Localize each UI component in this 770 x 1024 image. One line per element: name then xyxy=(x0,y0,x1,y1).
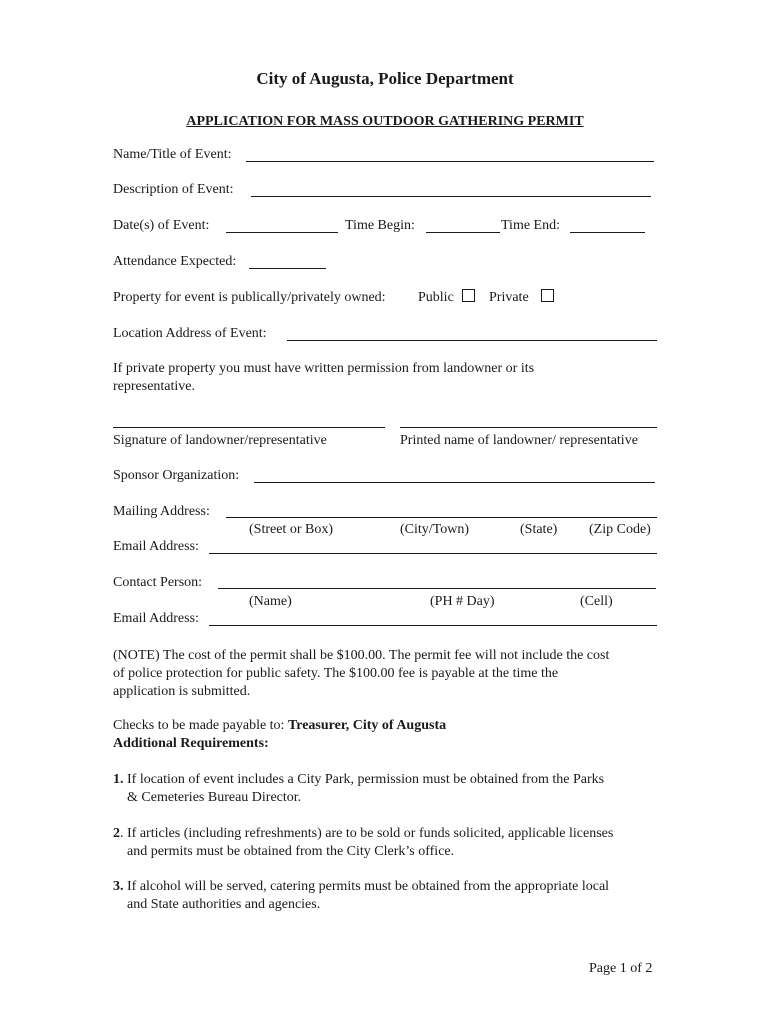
zip-sublabel: (Zip Code) xyxy=(589,522,651,537)
public-option-label: Public xyxy=(418,290,454,305)
ph-day-sublabel: (PH # Day) xyxy=(430,594,495,609)
requirement-number: 2 xyxy=(113,826,120,841)
requirement-text-cont: & Cemeteries Bureau Director. xyxy=(127,790,302,805)
name-sublabel: (Name) xyxy=(249,594,292,609)
note-line3: application is submitted. xyxy=(113,684,251,699)
state-sublabel: (State) xyxy=(520,522,558,537)
payment-info xyxy=(113,717,446,753)
requirement-number: 3. xyxy=(113,879,124,894)
time-end-label: Time End: xyxy=(501,218,560,233)
note-line1: (NOTE) The cost of the permit shall be $100.00. The permit fee will not include the cost xyxy=(113,648,610,663)
email-field[interactable] xyxy=(209,553,657,554)
property-ownership-label: Property for event is publically/privately owned: xyxy=(113,290,386,305)
requirement-text: . If articles (including refreshments) are to be sold or funds solicited, applicable licenses xyxy=(120,826,614,841)
signature-label: Signature of landowner/representative xyxy=(113,433,327,448)
permission-note-line1: If private property you must have written permission from landowner or its xyxy=(113,361,535,376)
requirement-item xyxy=(113,825,613,861)
checks-label: Checks to be made payable to: xyxy=(113,718,285,733)
page-number: Page 1 of 2 xyxy=(589,961,653,976)
city-sublabel: (City/Town) xyxy=(400,522,470,537)
note-line2: of police protection for public safety. The $100.00 fee is payable at the time the xyxy=(113,666,559,681)
event-name-label: Name/Title of Event: xyxy=(113,147,232,162)
signature-field[interactable] xyxy=(113,427,385,428)
time-end-field[interactable] xyxy=(570,232,645,233)
permission-note xyxy=(113,360,534,396)
requirement-text-cont: and permits must be obtained from the City Clerk’s office. xyxy=(127,844,455,859)
printed-name-label: Printed name of landowner/ representative xyxy=(400,433,638,448)
requirement-item xyxy=(113,771,604,807)
form-subtitle: APPLICATION FOR MASS OUTDOOR GATHERING PERMIT xyxy=(186,114,584,129)
street-sublabel: (Street or Box) xyxy=(249,522,333,537)
email-label: Email Address: xyxy=(113,539,199,554)
requirement-text: If alcohol will be served, catering permits must be obtained from the appropriate local xyxy=(127,879,610,894)
page-title: City of Augusta, Police Department xyxy=(256,69,514,88)
public-checkbox[interactable] xyxy=(462,289,475,302)
contact-person-field[interactable] xyxy=(218,588,656,589)
requirement-item xyxy=(113,878,609,914)
time-begin-field[interactable] xyxy=(426,232,500,233)
event-description-field[interactable] xyxy=(251,196,651,197)
attendance-label: Attendance Expected: xyxy=(113,254,237,269)
location-label: Location Address of Event: xyxy=(113,326,267,341)
private-checkbox[interactable] xyxy=(541,289,554,302)
requirement-text-cont: and State authorities and agencies. xyxy=(127,897,321,912)
printed-name-field[interactable] xyxy=(400,427,657,428)
sponsor-org-field[interactable] xyxy=(254,482,655,483)
cell-sublabel: (Cell) xyxy=(580,594,613,609)
additional-requirements-heading: Additional Requirements: xyxy=(113,736,269,751)
time-begin-label: Time Begin: xyxy=(345,218,415,233)
contact-person-label: Contact Person: xyxy=(113,575,203,590)
contact-email-field[interactable] xyxy=(209,625,657,626)
dates-label: Date(s) of Event: xyxy=(113,218,210,233)
contact-email-label: Email Address: xyxy=(113,611,199,626)
permission-note-line2: representative. xyxy=(113,379,196,394)
mailing-address-field[interactable] xyxy=(226,517,657,518)
attendance-field[interactable] xyxy=(249,268,326,269)
sponsor-org-label: Sponsor Organization: xyxy=(113,468,240,483)
requirement-number: 1. xyxy=(113,772,124,787)
dates-field[interactable] xyxy=(226,232,338,233)
requirement-text: If location of event includes a City Park, permission must be obtained from the Parks xyxy=(127,772,605,787)
private-option-label: Private xyxy=(489,290,529,305)
mailing-address-label: Mailing Address: xyxy=(113,504,210,519)
permit-cost-note xyxy=(113,647,609,701)
location-field[interactable] xyxy=(287,340,657,341)
payee-name: Treasurer, City of Augusta xyxy=(287,718,447,733)
event-description-label: Description of Event: xyxy=(113,182,234,197)
event-name-field[interactable] xyxy=(246,161,654,162)
